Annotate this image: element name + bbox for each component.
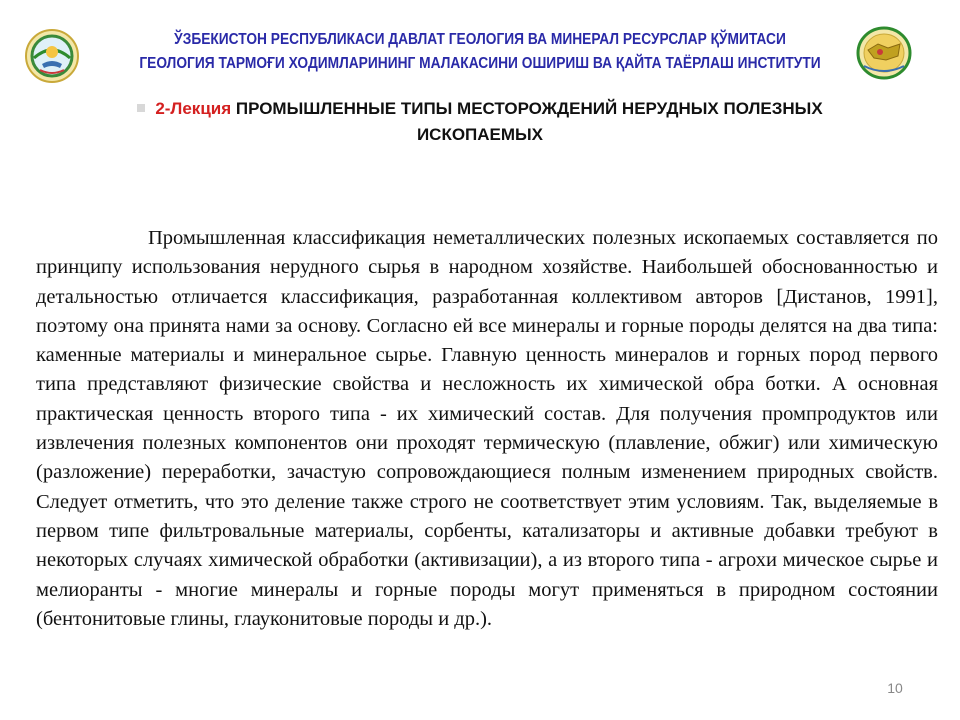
- header: [0, 0, 960, 80]
- lecture-number: 2-Лекция: [155, 99, 232, 118]
- lecture-title: [60, 96, 900, 148]
- emblem-icon: [24, 28, 80, 84]
- header-institute-line: ГЕОЛОГИЯ ТАРМОҒИ ХОДИМЛАРИНИНГ МАЛАКАСИНИ ОШИРИШ ВА ҚАЙТА ТАЁРЛАШ ИНСТИТУТИ: [139, 55, 821, 72]
- body-paragraph: Промышленная классификация неметаллических полезных ископаемых составляется по принципу использования нерудного сырья в народном хозяйстве. Наибольшей обоснованностью и детальностью отличается классификация, разработанная коллективом авторов [Дистанов, 1991], поэтому она принята нами за основу. Согласно ей все минералы и горные породы делятся на два типа: каменные материалы и минеральное сырье. Главную ценность минералов и горных пород первого типа представляют физические свойства и несложность их химической обра ботки. А основная практическая ценность второго типа - их химический состав. Для получения промпродуктов или извлечения полезных компонентов они проходят термическую (плавление, обжиг) или химическую (разложение) переработки, зачастую сопровождающиеся полным изменением природных свойств. Следует отметить, что это деление также строго не соответствует этим условиям. Так, выделяемые в первом типе фильтровальные материалы, сорбенты, катализаторы и активные добавки требуют в некоторых случаях химической обработки (активизации), а из второго типа - агрохи мическое сырье и мелиоранты - многие минералы и горные породы могут применяться в природном состоянии (бентонитовые глины, глауконитовые породы и др.).: [36, 227, 938, 630]
- page-number: 10: [887, 680, 903, 696]
- lecture-title-line2: ИСКОПАЕМЫХ: [416, 125, 544, 144]
- lecture-title-line1: ПРОМЫШЛЕННЫЕ ТИПЫ МЕСТОРОЖДЕНИЙ НЕРУДНЫХ ПОЛЕЗНЫХ: [235, 99, 823, 118]
- header-ministry-line: ЎЗБЕКИСТОН РЕСПУБЛИКАСИ ДАВЛАТ ГЕОЛОГИЯ ВА МИНЕРАЛ РЕСУРСЛАР ҚЎМИТАСИ: [174, 31, 786, 48]
- bullet-icon: [137, 104, 145, 112]
